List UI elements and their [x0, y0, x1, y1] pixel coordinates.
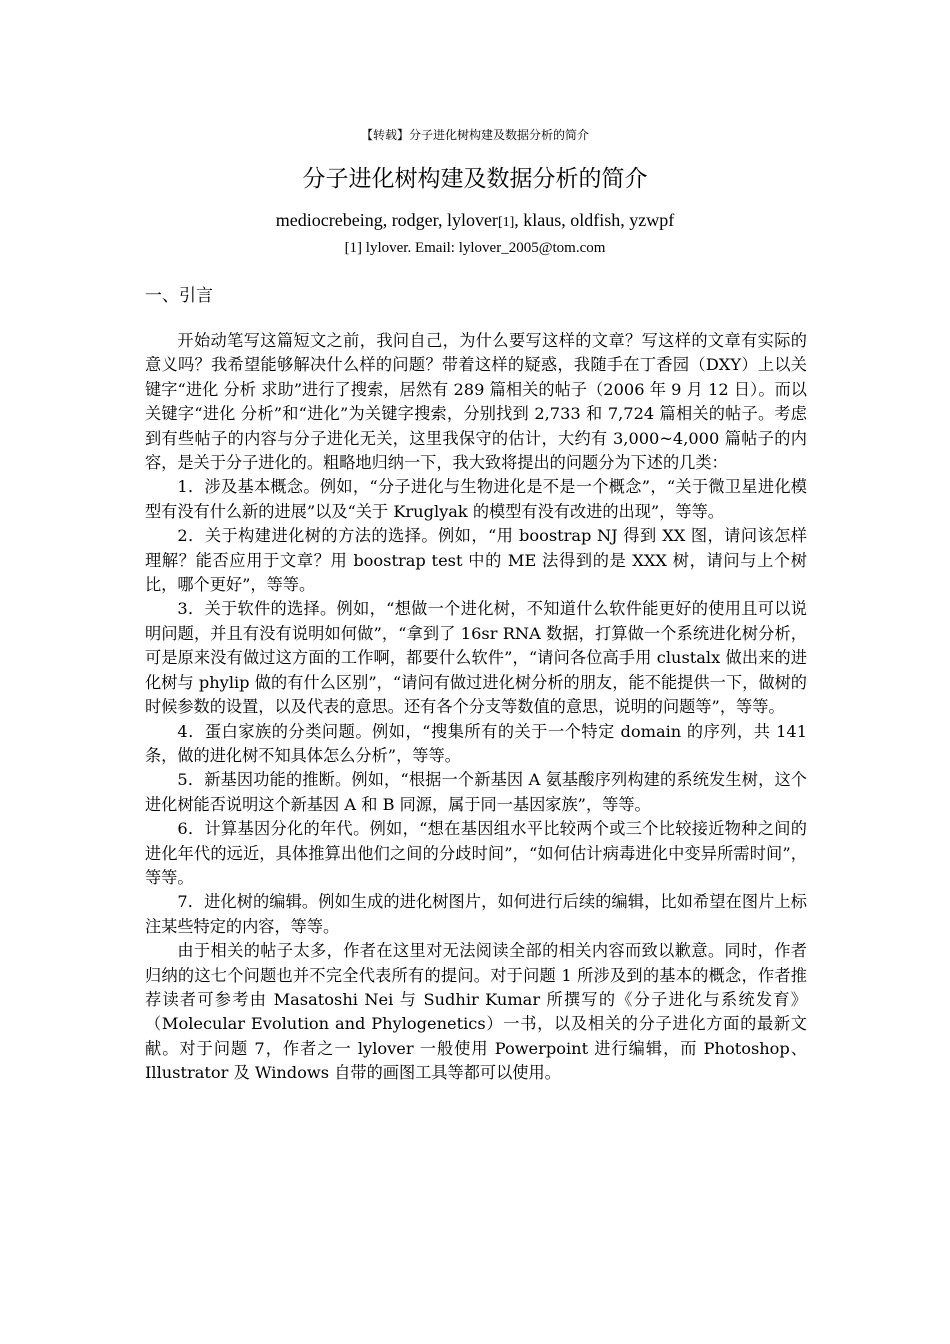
paragraph-intro: 开始动笔写这篇短文之前，我问自己，为什么要写这样的文章？写这样的文章有实际的意义吗？我希望能够解决什么样的问题？带着这样的疑惑，我随手在丁香园（DXY）上以关键字“进化 分析 求助”进行了搜索，居然有 289 篇相关的帖子（2006 年 9 月 12 日）。而以关键字“进化 分析”和“进化”为关键字搜索，分别找到 2,733 和 7,724 篇相关的帖子。考虑到有些帖子的内容与分子进化无关，这里我保守的估计，大约有 3,000~4,000 篇帖子的内容，是关于分子进化的。粗略地归纳一下，我大致将提出的问题分为下述的几类： — [145, 331, 807, 473]
paragraph-item-6: 6．计算基因分化的年代。例如，“想在基因组水平比较两个或三个比较接近物种之间的进化年代的远近，具体推算出他们之间的分歧时间”，“如何估计病毒进化中变异所需时间”，等等。 — [145, 819, 807, 887]
paragraph-item-3: 3．关于软件的选择。例如，“想做一个进化树，不知道什么软件能更好的使用且可以说明问题，并且有没有说明如何做”，“拿到了 16sr RNA 数据，打算做一个系统进化树分析，可是原来没有做过这方面的工作啊，都要什么软件”，“请问各位高手用 clustalx 做出来的进化树与 phylip 做的有什么区别”，“请问有做过进化树分析的朋友，能不能提供一下，做树的时候参数的设置，以及代表的意思。还有各个分支等数值的意思，说明的问题等”，等等。 — [145, 599, 807, 717]
paragraph-item-5: 5．新基因功能的推断。例如，“根据一个新基因 A 氨基酸序列构建的系统发生树，这个进化树能否说明这个新基因 A 和 B 同源，属于同一基因家族”，等等。 — [145, 770, 807, 814]
repost-header: 【转载】分子进化树构建及数据分析的简介 — [360, 128, 589, 142]
authors-rest: , klaus, oldfish, yzwpf — [514, 210, 675, 230]
author-list — [0, 208, 950, 235]
document-title: 分子进化树构建及数据分析的简介 — [302, 166, 648, 192]
paragraph-item-4: 4．蛋白家族的分类问题。例如，“搜集所有的关于一个特定 domain 的序列，共 141 条，做的进化树不知具体怎么分析”，等等。 — [145, 721, 807, 765]
paragraph-item-7: 7．进化树的编辑。例如生成的进化树图片，如何进行后续的编辑，比如希望在图片上标注某些特定的内容，等等。 — [145, 892, 807, 936]
section-heading: 一、引言 — [145, 286, 213, 306]
author-affiliation: [1] lylover. Email: lylover_2005@tom.com — [344, 240, 606, 256]
paragraph-item-1: 1．涉及基本概念。例如，“分子进化与生物进化是不是一个概念”，“关于微卫星进化模型有没有什么新的进展”以及“关于 Kruglyak 的模型有没有改进的出现”，等等。 — [145, 477, 807, 521]
body-text — [145, 329, 807, 1086]
paragraph-closing: 由于相关的帖子太多，作者在这里对无法阅读全部的相关内容而致以歉意。同时，作者归纳的这七个问题也并不完全代表所有的提问。对于问题 1 所涉及到的基本的概念，作者推荐读者可参考由 Masatoshi Nei 与 Sudhir Kumar 所撰写的《分子进化与系统发育》（Molecular Evolution and Phylogenetics）一书，以及相关的分子进化方面的最新文献。对于问题 7，作者之一 lylover 一般使用 Powerpoint 进行编辑，而 Photoshop、Illustrator 及 Windows 自带的画图工具等都可以使用。 — [145, 941, 807, 1083]
author-footnote-mark: [1] — [497, 215, 515, 230]
authors-main: mediocrebeing, rodger, lylover — [275, 210, 498, 230]
paragraph-item-2: 2．关于构建进化树的方法的选择。例如，“用 boostrap NJ 得到 XX 图，请问该怎样理解？能否应用于文章？用 boostrap test 中的 ME 法得到的是 XXX 树，请问与上个树比，哪个更好”，等等。 — [145, 526, 807, 595]
